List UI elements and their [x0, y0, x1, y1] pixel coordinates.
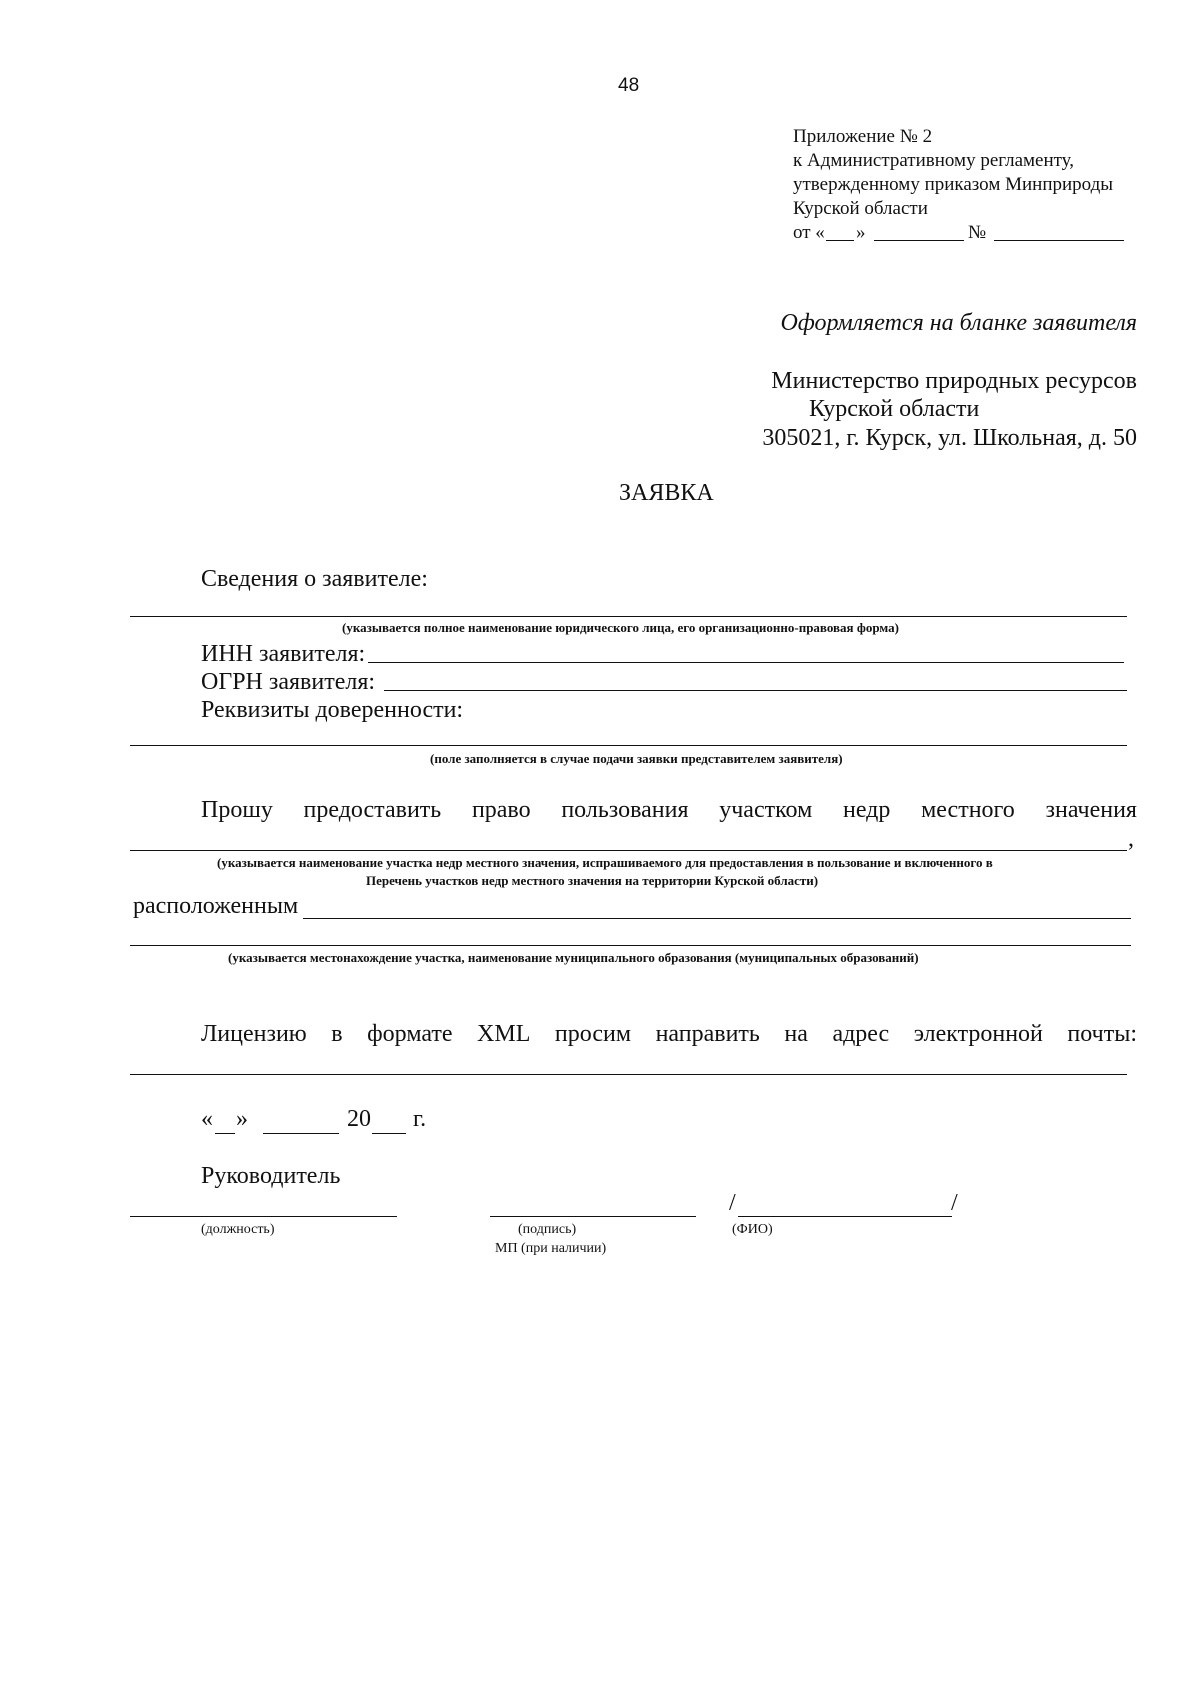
appendix-date-blank [874, 240, 964, 241]
poa-label: Реквизиты доверенности: [201, 697, 464, 723]
position-line [130, 1216, 397, 1217]
ogrn-label: ОГРН заявителя: [201, 669, 376, 695]
date-year-suffix: г. [413, 1106, 427, 1132]
date-open-quote: « [201, 1106, 213, 1132]
license-word: XML [477, 1021, 531, 1047]
appendix-date-prefix: от « [793, 222, 825, 243]
request-word: Прошу [201, 797, 273, 823]
head-label: Руководитель [201, 1163, 341, 1189]
site-hint-line-1: (указывается наименование участка недр местного значения, испрашиваемого для предоставления в пользование и включенного в [217, 855, 993, 870]
license-word: почты: [1067, 1021, 1137, 1047]
document-title: ЗАЯВКА [619, 480, 714, 506]
appendix-line-2: к Административному регламенту, [793, 150, 1075, 171]
site-name-line [130, 850, 1127, 851]
located-label: расположенным [133, 893, 299, 919]
request-word: значения [1045, 797, 1137, 823]
date-day-blank [215, 1133, 235, 1134]
license-word: в [331, 1021, 343, 1047]
request-word: предоставить [303, 797, 442, 823]
date-year-prefix: 20 [347, 1106, 371, 1132]
page-number: 48 [618, 75, 640, 96]
location-line-1 [303, 918, 1131, 919]
license-word: на [784, 1021, 808, 1047]
license-word: электронной [913, 1021, 1043, 1047]
license-word: просим [554, 1021, 632, 1047]
date-year-blank [372, 1133, 406, 1134]
applicant-name-line [130, 616, 1127, 617]
location-line-2 [130, 945, 1131, 946]
applicant-name-hint: (указывается полное наименование юридического лица, его организационно-правовая форма) [342, 620, 899, 635]
poa-hint: (поле заполняется в случае подачи заявки представителем заявителя) [430, 751, 843, 766]
request-word: участком [719, 797, 813, 823]
appendix-number-sign: № [968, 222, 987, 243]
license-word: формате [367, 1021, 453, 1047]
signature-caption: (подпись) [518, 1222, 577, 1237]
addressee-line-1: Министерство природных ресурсов [771, 368, 1137, 394]
applicant-heading: Сведения о заявителе: [201, 566, 428, 592]
fio-caption: (ФИО) [732, 1222, 773, 1237]
fio-slash-right: / [951, 1190, 958, 1216]
position-caption: (должность) [201, 1222, 275, 1237]
appendix-line-4: Курской области [793, 198, 928, 219]
site-name-comma: , [1128, 826, 1134, 852]
request-word: недр [843, 797, 891, 823]
license-line [201, 1021, 1137, 1048]
appendix-line-1: Приложение № 2 [793, 126, 933, 147]
date-month-blank [263, 1133, 339, 1134]
appendix-number-blank [994, 240, 1124, 241]
addressee-line-3: 305021, г. Курск, ул. Школьная, д. 50 [762, 425, 1137, 451]
license-word: направить [655, 1021, 760, 1047]
stamp-caption: МП (при наличии) [495, 1241, 607, 1256]
date-close-quote: » [236, 1106, 248, 1132]
request-line [201, 797, 1137, 824]
poa-line [130, 745, 1127, 746]
site-hint-line-2: Перечень участков недр местного значения на территории Курской области) [366, 873, 819, 888]
appendix-date-mid: » [856, 222, 866, 243]
location-hint: (указывается местонахождение участка, наименование муниципального образования (муниципальных образований) [228, 950, 919, 965]
signature-line [490, 1216, 696, 1217]
license-word: адрес [832, 1021, 890, 1047]
appendix-day-blank [826, 240, 854, 241]
fio-slash-left: / [729, 1190, 736, 1216]
addressee-line-2: Курской области [809, 396, 980, 422]
email-line [130, 1074, 1127, 1075]
request-word: местного [921, 797, 1015, 823]
request-word: пользования [561, 797, 689, 823]
inn-line [368, 662, 1124, 663]
request-word: право [471, 797, 531, 823]
inn-label: ИНН заявителя: [201, 641, 366, 667]
appendix-line-3: утвержденному приказом Минприроды [793, 174, 1114, 195]
ogrn-line [384, 690, 1127, 691]
letterhead-note: Оформляется на бланке заявителя [780, 310, 1137, 336]
fio-line [738, 1216, 952, 1217]
license-word: Лицензию [201, 1021, 307, 1047]
